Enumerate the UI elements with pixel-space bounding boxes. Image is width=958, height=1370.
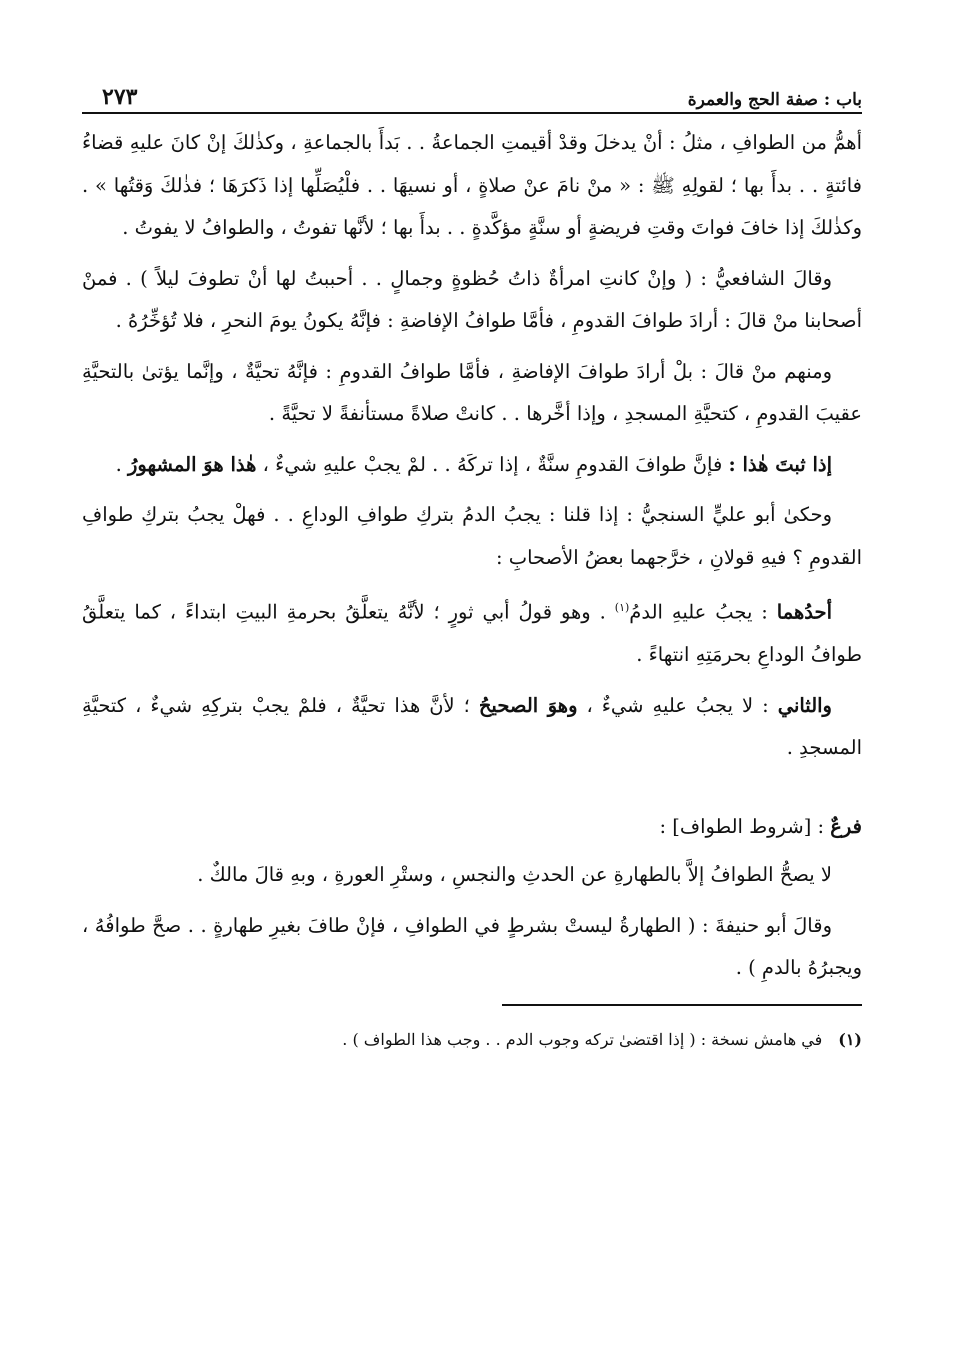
- branch-label: فرعٌ: [830, 814, 862, 838]
- paragraph-5: وحكىٰ أبو عليٍّ السنجيُّ : إذا قلنا : يجبُ الدمُ بتركِ طوافِ الوداعِ . . فهلْ يجبُ بتركِ طوافِ القدومِ ؟ فيهِ قولانِ ، خرَّجهما بعضُ الأصحابِ :: [82, 503, 862, 569]
- paragraph-6-text-b: . وهو قولُ أبي ثورٍ ؛ لأنَّهُ يتعلَّقُ بحرمةِ البيتِ ابتداءً ، كما يتعلَّقُ طوافُ الوداعِ بحرمَتِهِ انتهاءً .: [82, 600, 862, 666]
- footnote-ref: (١): [614, 601, 630, 614]
- footnote-text: في هامش نسخة : ( إذا اقتضىٰ تركه وجوب الدم . . وجب هذا الطواف ) .: [342, 1029, 823, 1049]
- footnote-separator: [502, 1004, 862, 1006]
- lead-phrase: إذا ثبتَ هٰذا :: [728, 452, 832, 476]
- second-opinion-label: والثاني: [777, 693, 832, 717]
- section-gap: [82, 778, 862, 806]
- paragraph-3: ومنهم منْ قالَ : بلْ أرادَ طوافَ الإفاضةِ ، فأمَّا طوافُ القدومِ : فإنَّهُ تحيَّةٌ ، وإنَّما يؤتىٰ بالتحيَّةِ عقيبَ القدومِ ، كتحيَّةِ المسجدِ ، وإذا أخَّرها . . كانتْ صلاةً مستأنفةً لا تحيَّةً .: [82, 359, 862, 425]
- paragraph-7-text-b: ؛ لأنَّ هذا تحيَّةٌ ، فلمْ يجبْ بتركِهِ شيءٌ ، كتحيَّةِ المسجدِ .: [82, 693, 862, 759]
- main-text: [82, 122, 862, 990]
- paragraph-8: لا يصحُّ الطوافُ إلاَّ بالطهارةِ عن الحدثِ والنجسِ ، وستْرِ العورةِ ، وبهِ قالَ مالكٌ .: [197, 863, 832, 886]
- paragraph-1: أهمُّ من الطوافِ ، مثلُ : أنْ يدخلَ وقدْ أقيمتِ الجماعةُ . . بَدأَ بالجماعةِ ، وكذٰلكَ إنْ كانَ عليهِ قضاءُ فائتةٍ . . بدأَ بها ؛ لقولِهِ ﷺ : « منْ نامَ عنْ صلاةٍ ، أو نسيهَا . . فلْيُصَلِّها إذا ذَكرَهَا ؛ فذٰلكَ وَقتُها » . وكذٰلكَ إذا خافَ فواتَ وقتِ فريضةٍ أو سنَّةٍ مؤكَّدةٍ . . بدأَ بها ؛ لأنَّها تفوتُ ، والطوافُ لا يفوتُ .: [82, 131, 862, 239]
- emphasis-phrase: هٰذا هوَ المشهورُ: [128, 452, 257, 476]
- page-number: ٢٧٣: [102, 84, 138, 110]
- paragraph-4-end: .: [115, 452, 128, 476]
- paragraph-6-text-a: : يجبُ عليهِ الدمُ: [629, 600, 777, 624]
- paragraph-4-text: فإنَّ طوافَ القدومِ سنَّةٌ ، إذا تركَهُ . . لمْ يجبْ عليهِ شيءٌ ،: [256, 452, 729, 476]
- paragraph-7-text-a: : لا يجبُ عليهِ شيءٌ ،: [577, 693, 778, 717]
- paragraph-4: [82, 444, 862, 487]
- correct-view-phrase: وهوَ الصحيحُ: [478, 693, 578, 717]
- paragraph-9: وقالَ أبو حنيفةَ : ( الطهارةُ ليستْ بشرطٍ في الطوافِ ، فإنْ طافَ بغيرِ طهارةٍ . . صحَّ طوافُهُ ، ويجبرُهُ بالدمِ ) .: [82, 913, 862, 979]
- paragraph-2: وقالَ الشافعيُّ : ( وإنْ كانتِ امرأةٌ ذاتُ حُظوةٍ وجمالٍ . . أحببتُ لها أنْ تطوفَ ليلاً ) . فمنْ أصحابنا منْ قالَ : أرادَ طوافَ القدومِ ، فأمَّا طوافُ الإفاضةِ : فإنَّهُ يكونُ يومَ النحرِ ، فلا تُؤخِّرُهُ .: [82, 266, 862, 332]
- page-header: [82, 78, 862, 114]
- branch-heading: [82, 806, 862, 849]
- paragraph-7: [82, 685, 862, 770]
- footnote: [82, 1020, 862, 1060]
- running-title: باب : صفة الحج والعمرة: [687, 90, 862, 110]
- branch-title: : [شروط الطواف] :: [659, 814, 831, 838]
- page: [82, 78, 862, 1060]
- first-opinion-label: أحدُهما: [776, 600, 832, 624]
- paragraph-6: [82, 587, 862, 677]
- footnote-number: (١): [838, 1029, 862, 1049]
